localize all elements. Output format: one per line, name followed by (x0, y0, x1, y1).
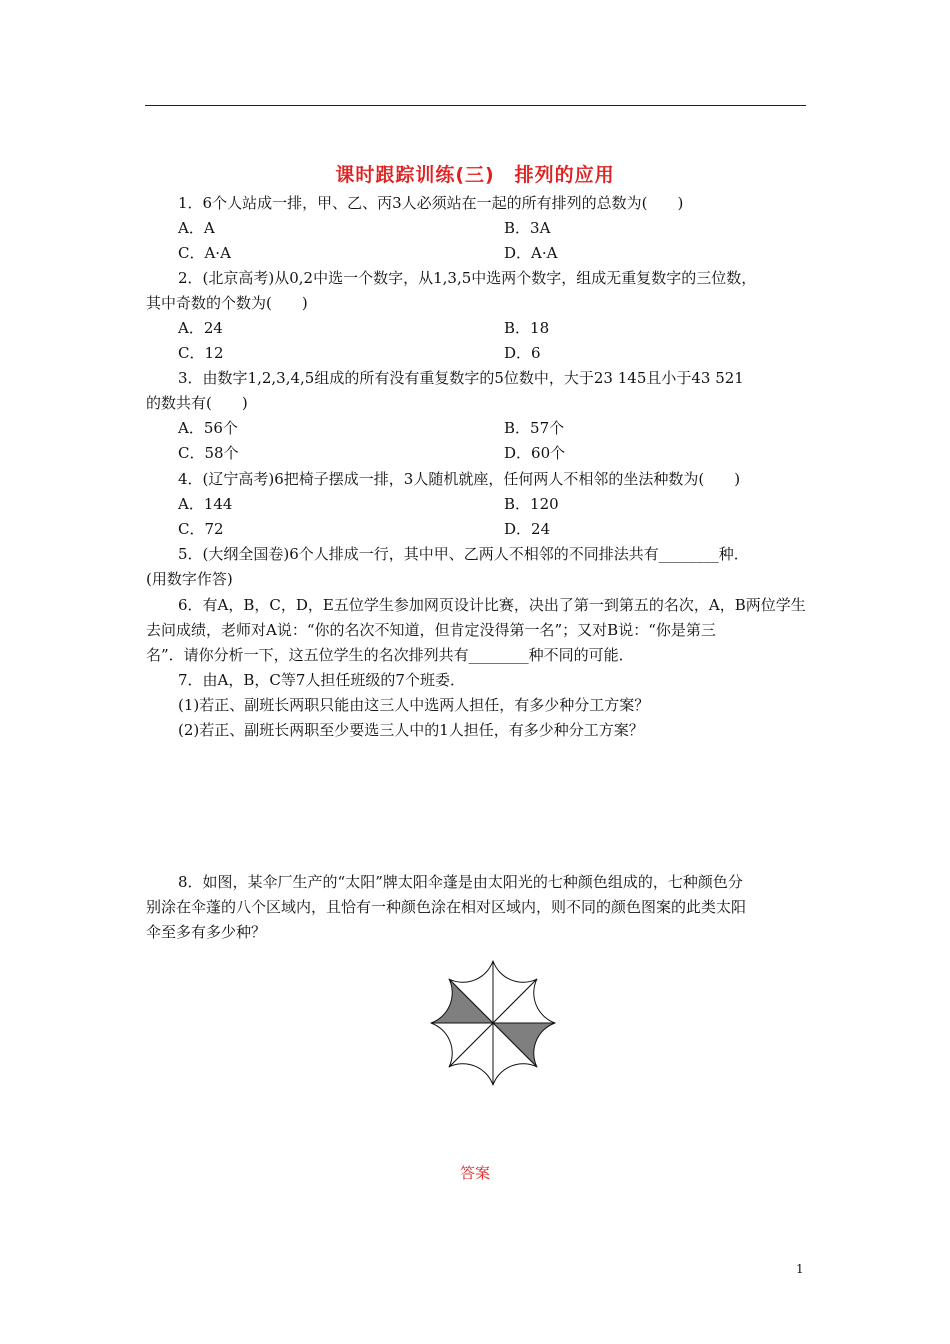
q4-option-b: B．120 (504, 495, 559, 513)
q1-option-b: B．3A (504, 219, 551, 237)
q2-option-d: D．6 (504, 344, 541, 362)
q2-option-c: C．12 (178, 344, 224, 362)
question-5-stem: 5．(大纲全国卷)6个人排成一行，其中甲、乙两人不相邻的不同排法共有________种． (178, 545, 749, 563)
q3-option-d: D．60个 (504, 444, 566, 462)
question-8-stem: 8．如图，某伞厂生产的“太阳”牌太阳伞蓬是由太阳光的七种颜色组成的，七种颜色分 (178, 873, 743, 891)
question-8-stem-cont-2: 伞至多有多少种？ (146, 923, 267, 941)
page-title: 课时跟踪训练(三) 排列的应用 (335, 164, 615, 186)
q1-option-d: D．A·A (504, 244, 558, 262)
q3-option-c: C．58个 (178, 444, 239, 462)
question-5-stem-cont: (用数字作答) (146, 570, 233, 588)
answer-link[interactable]: 答案 (459, 1164, 490, 1182)
q3-option-a: A．56个 (178, 419, 238, 437)
question-3-stem: 3．由数字1,2,3,4,5组成的所有没有重复数字的5位数中，大于23 145且小于43 521 (178, 369, 744, 387)
question-3-stem-cont: 的数共有( ) (146, 394, 248, 412)
umbrella-sectors (431, 961, 555, 1085)
q4-option-a: A．144 (178, 495, 233, 513)
page-number: 1 (796, 1262, 804, 1276)
question-2-stem: 2．(北京高考)从0,2中选一个数字，从1,3,5中选两个数字，组成无重复数字的三位数， (178, 269, 757, 287)
question-7-stem: 7．由A，B，C等7人担任班级的7个班委． (178, 671, 465, 689)
question-8-stem-cont-1: 别涂在伞蓬的八个区域内，且恰有一种颜色涂在相对区域内，则不同的颜色图案的此类太阳 (146, 898, 747, 916)
question-6-stem-cont-1: 去问成绩，老师对A说：“你的名次不知道，但肯定没得第一名”；又对B说：“你是第三 (146, 621, 716, 639)
question-2-stem-cont: 其中奇数的个数为( ) (146, 294, 308, 312)
question-4-stem: 4．(辽宁高考)6把椅子摆成一排，3人随机就座，任何两人不相邻的坐法种数为( ) (178, 470, 741, 488)
header-rule (145, 105, 806, 106)
question-1-stem: 1．6个人站成一排，甲、乙、丙3人必须站在一起的所有排列的总数为( ) (178, 194, 684, 212)
q1-option-a: A．A (178, 219, 215, 237)
question-7-part-2: (2)若正、副班长两职至少要选三人中的1人担任，有多少种分工方案？ (178, 721, 644, 739)
q2-option-b: B．18 (504, 319, 550, 337)
q4-option-c: C．72 (178, 520, 224, 538)
question-7-part-1: (1)若正、副班长两职只能由这三人中选两人担任，有多少种分工方案？ (178, 696, 650, 714)
q4-option-d: D．24 (504, 520, 551, 538)
question-6-stem-cont-2: 名”．请你分析一下，这五位学生的名次排列共有________种不同的可能． (146, 646, 634, 664)
q3-option-b: B．57个 (504, 419, 565, 437)
umbrella-figure (428, 958, 558, 1088)
question-6-stem: 6．有A，B，C，D，E五位学生参加网页设计比赛，决出了第一到第五的名次，A，B两位学生 (178, 596, 806, 614)
q2-option-a: A．24 (178, 319, 223, 337)
q1-option-c: C．A·A (178, 244, 231, 262)
